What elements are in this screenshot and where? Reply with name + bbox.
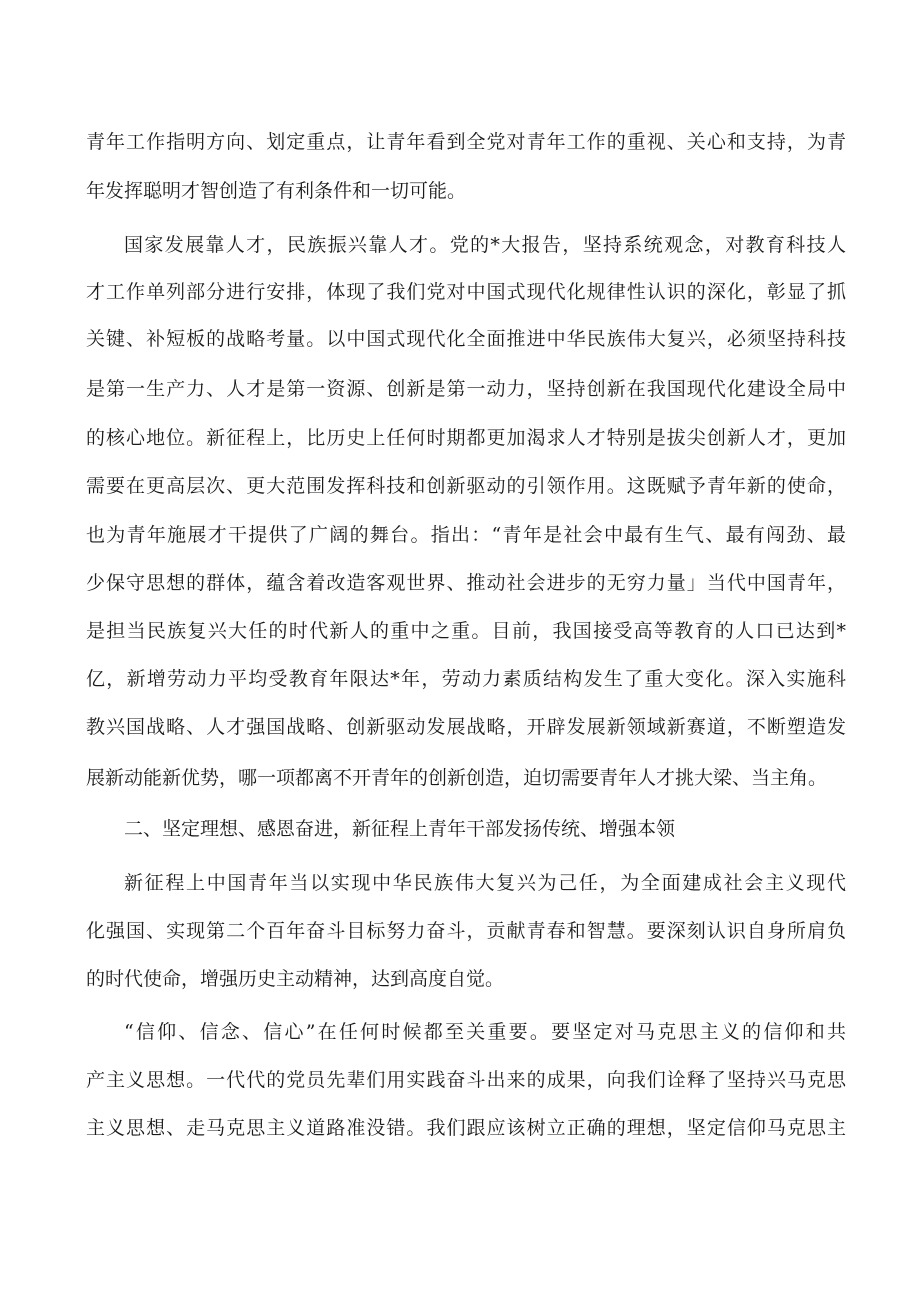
text-line: 主义思想、走马克思主义道路准没错。我们跟应该树立正确的理想，坚定信仰马克思主 [86,1117,846,1139]
text-line: 产主义思想。一代代的党员先辈们用实践奋斗出来的成果，向我们诠释了坚持兴马克思 [86,1069,846,1091]
text-line: 少保守思想的群体，蕴含着改造客观世界、推动社会进步的无穷力量」当代中国青年， [86,572,846,594]
paragraph-first-line: 新征程上中国青年当以实现中华民族伟大复兴为己任，为全面建成社会主义现代 [124,872,846,894]
section-heading: 二、坚定理想、感恩奋进，新征程上青年干部发扬传统、增强本领 [124,818,676,840]
text-line: 化强国、实现第二个百年奋斗目标努力奋斗，贡献青春和智慧。要深刻认识自身所肩负 [86,920,846,942]
text-line: 才工作单列部分进行安排，体现了我们党对中国式现代化规律性认识的深化，彰显了抓 [86,281,846,303]
text-line: 亿，新增劳动力平均受教育年限达*年，劳动力素质结构发生了重大变化。深入实施科 [86,668,846,690]
text-line: 教兴国战略、人才强国战略、创新驱动发展战略，开辟发展新领域新赛道，不断塑造发 [86,716,846,738]
paragraph-first-line: “信仰、信念、信心”在任何时候都至关重要。要坚定对马克思主义的信仰和共 [124,1021,846,1043]
text-line: 关键、补短板的战略考量。以中国式现代化全面推进中华民族伟大复兴，必须坚持科技 [86,328,846,350]
text-line: 的核心地位。新征程上，比历史上任何时期都更加渴求人才特别是拔尖创新人才，更加 [86,427,846,449]
paragraph-first-line: 国家发展靠人才，民族振兴靠人才。党的*大报告，坚持系统观念，对教育科技人 [124,234,846,256]
text-line: 年发挥聪明才智创造了有利条件和一切可能。 [86,180,467,202]
text-line: 展新动能新优势，哪一项都离不开青年的创新创造，迫切需要青年人才挑大梁、当主角。 [86,767,828,789]
text-line: 的时代使命，增强历史主动精神，达到高度自觉。 [86,968,505,990]
text-line: 也为青年施展才干提供了广阔的舞台。指出：“青年是社会中最有生气、最有闯劲、最 [86,524,846,546]
text-line: 是担当民族复兴大任的时代新人的重中之重。目前，我国接受高等教育的人口已达到* [86,620,846,642]
text-line: 青年工作指明方向、划定重点，让青年看到全党对青年工作的重视、关心和支持，为青 [86,131,846,153]
text-line: 是第一生产力、人才是第一资源、创新是第一动力，坚持创新在我国现代化建设全局中 [86,378,846,400]
text-line: 需要在更高层次、更大范围发挥科技和创新驱动的引领作用。这既赋予青年新的使命， [86,475,846,497]
